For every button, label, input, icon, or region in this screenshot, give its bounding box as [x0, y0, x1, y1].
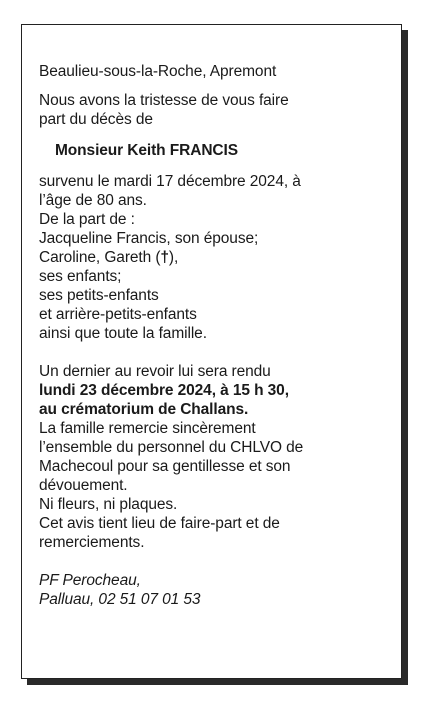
ceremony-intro: Un dernier au revoir lui sera rendu	[39, 363, 271, 380]
thanks-line: l’ensemble du personnel du CHLVO de	[39, 439, 304, 456]
thanks-line: remerciements.	[39, 534, 145, 551]
details-line: Jacqueline Francis, son épouse;	[39, 230, 259, 247]
cross-icon: †	[160, 249, 169, 266]
details-line: De la part de :	[39, 211, 135, 228]
location-heading: Beaulieu-sous-la-Roche, Apremont	[39, 63, 277, 80]
thanks-line: Cet avis tient lieu de faire-part et de	[39, 515, 280, 532]
ceremony-date: lundi 23 décembre 2024, à 15 h 30,	[39, 382, 289, 399]
thanks-line: La famille remercie sincèrement	[39, 420, 256, 437]
caroline-suffix: ),	[168, 249, 179, 266]
thanks-line: Machecoul pour sa gentillesse et son	[39, 458, 291, 475]
intro-line: Nous avons la tristesse de vous faire	[39, 92, 289, 109]
caroline-line	[39, 248, 389, 267]
funeral-home	[39, 571, 389, 609]
thanks-line: Ni fleurs, ni plaques.	[39, 496, 178, 513]
family-line: ses enfants;	[39, 268, 122, 285]
family-line: ainsi que toute la famille.	[39, 325, 207, 342]
funeral-home-contact: Palluau, 02 51 07 01 53	[39, 591, 201, 608]
thanks-line: dévouement.	[39, 477, 128, 494]
details-line: survenu le mardi 17 décembre 2024, à	[39, 173, 301, 190]
details-text	[39, 172, 389, 343]
family-line: et arrière-petits-enfants	[39, 306, 197, 323]
family-line: ses petits-enfants	[39, 287, 159, 304]
details-line: l’âge de 80 ans.	[39, 192, 147, 209]
funeral-home-name: PF Perocheau,	[39, 572, 141, 589]
intro-text	[39, 91, 389, 129]
intro-line: part du décès de	[39, 111, 153, 128]
obituary-content	[39, 44, 389, 609]
ceremony-place: au crématorium de Challans.	[39, 401, 249, 418]
ceremony-text	[39, 362, 389, 552]
deceased-name: Monsieur Keith FRANCIS	[55, 142, 238, 159]
caroline-prefix: Caroline, Gareth (	[39, 249, 161, 266]
